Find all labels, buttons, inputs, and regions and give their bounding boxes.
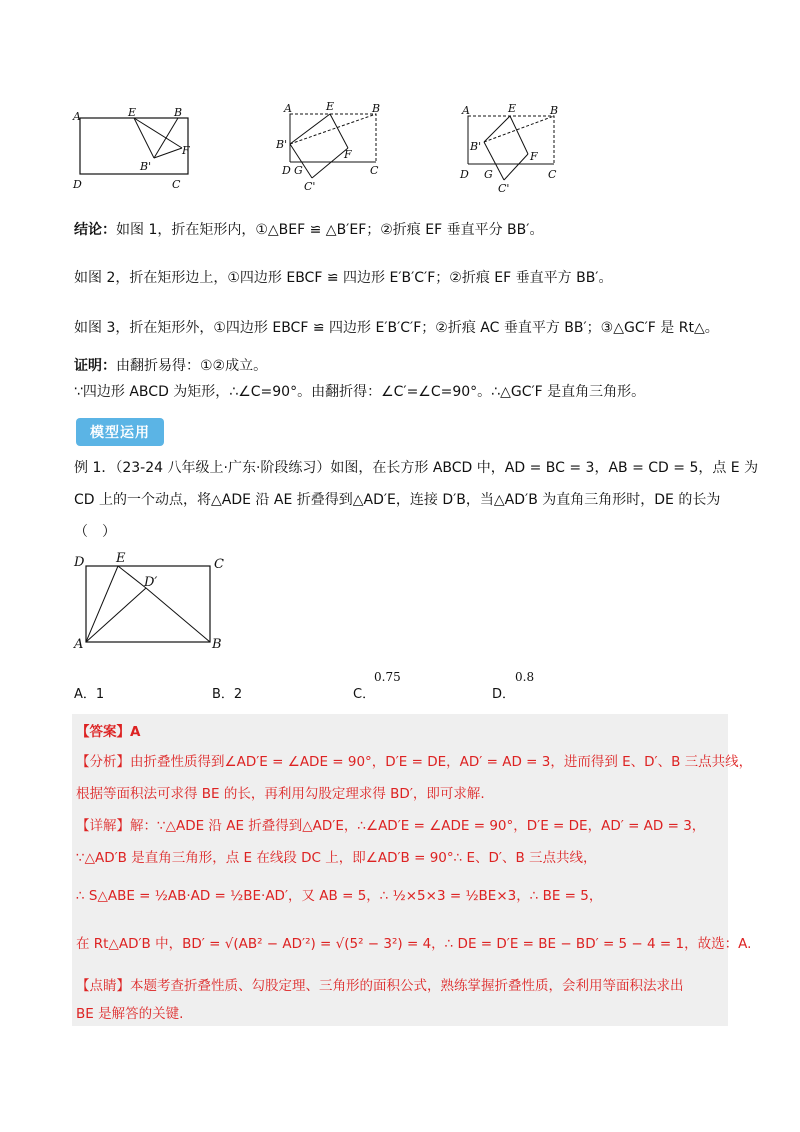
ex-label-e: E: [116, 551, 126, 566]
proof-label: 证明：: [74, 358, 116, 374]
fig2-label-c: C: [370, 164, 379, 177]
proof-line-2: ∵四边形 ABCD 为矩形，∴∠C=90°。由翻折得：∠C′=∠C=90°。∴△GC′F 是直角三角形。: [74, 384, 646, 400]
solution-analysis-1: 【分析】由折叠性质得到∠AD′E = ∠ADE = 90°，D′E = DE，AD′ = AD = 3，进而得到 E、D′、B 三点共线，: [76, 754, 753, 770]
example-figure: [70, 548, 240, 652]
conclusion-line-3: 如图 3，折在矩形外，①四边形 EBCF ≌ 四边形 E′B′C′F；②折痕 AC 垂直平方 BB′；③△GC′F 是 Rt△。: [74, 320, 719, 336]
fig2-label-f: F: [344, 148, 352, 161]
example-line-2: CD 上的一个动点，将△ADE 沿 AE 折叠得到△AD′E，连接 D′B，当△AD′B 为直角三角形时，DE 的长为: [74, 492, 721, 508]
conclusion-line-2: 如图 2，折在矩形边上，①四边形 EBCF ≌ 四边形 E′B′C′F；②折痕 EF 垂直平方 BB′。: [74, 270, 613, 286]
solution-comment-2: BE 是解答的关键.: [76, 1006, 184, 1022]
example-line-1: 例 1．（23-24 八年级上·广东·阶段练习）如图，在长方形 ABCD 中，AD = BC = 3，AB = CD = 5，点 E 为: [74, 460, 759, 476]
ex-label-c: C: [214, 557, 224, 572]
option-b[interactable]: B．2: [212, 687, 243, 702]
fig2-label-b: B: [372, 102, 381, 115]
fig2-label-cp: C': [304, 180, 316, 193]
figure-2: [276, 100, 388, 196]
fig3-label-g: G: [484, 168, 493, 181]
fig2-label-a: A: [284, 102, 292, 115]
fig3-label-b: B: [550, 104, 559, 117]
option-d[interactable]: D．: [492, 687, 516, 702]
ex-label-b: B: [212, 637, 222, 652]
option-d-value: 0.8: [515, 670, 535, 684]
fig1-label-bp: B': [140, 160, 152, 173]
ex-label-d: D: [74, 555, 85, 570]
fig3-label-f: F: [530, 150, 538, 163]
ex-label-dp: D′: [144, 575, 158, 590]
fig3-label-e: E: [508, 102, 517, 115]
fig2-label-bp: B': [276, 138, 288, 151]
fig1-label-f: F: [182, 144, 190, 157]
proof-line-1: [74, 356, 267, 376]
fig1-label-d: D: [73, 178, 82, 191]
fig3-label-d: D: [460, 168, 469, 181]
conclusion-label: 结论：: [74, 222, 116, 238]
fig1-label-a: A: [73, 110, 81, 123]
fig2-label-e: E: [326, 100, 335, 113]
fig3-label-bp: B': [470, 140, 482, 153]
figure-1: [70, 106, 200, 194]
option-c[interactable]: C．: [353, 687, 376, 702]
solution-comment-1: 【点睛】本题考查折叠性质、勾股定理、三角形的面积公式，熟练掌握折叠性质，会利用等面积法求出: [76, 978, 684, 994]
figure-3: [454, 100, 566, 196]
solution-detail-1: 【详解】解：∵△ADE 沿 AE 折叠得到△AD′E，∴∠AD′E = ∠ADE = 90°，D′E = DE，AD′ = AD = 3，: [76, 818, 706, 834]
fig3-label-c: C: [548, 168, 557, 181]
solution-answer: 【答案】A: [76, 724, 141, 740]
section-badge: 模型运用: [76, 418, 164, 446]
conclusion-text-1: 如图 1，折在矩形内，①△BEF ≌ △B′EF；②折痕 EF 垂直平分 BB′。: [116, 222, 544, 238]
conclusion-line-1: [74, 220, 543, 240]
option-a[interactable]: A．1: [74, 687, 105, 702]
fig2-label-d: D: [282, 164, 291, 177]
proof-text-1: 由翻折易得：①②成立。: [116, 358, 268, 374]
fig1-label-b: B: [174, 106, 183, 119]
example-line-3: （ ）: [74, 524, 116, 540]
fig1-label-c: C: [172, 178, 181, 191]
fig3-label-a: A: [462, 104, 470, 117]
fig3-label-cp: C': [498, 182, 510, 195]
solution-detail-2: ∵△AD′B 是直角三角形，点 E 在线段 DC 上，即∠AD′B = 90°∴ E、D′、B 三点共线，: [76, 850, 597, 866]
fig1-label-e: E: [128, 106, 137, 119]
solution-analysis-2: 根据等面积法可求得 BE 的长，再利用勾股定理求得 BD′，即可求解.: [76, 786, 485, 802]
option-c-value: 0.75: [374, 670, 401, 684]
solution-detail-4: 在 Rt△AD′B 中，BD′ = √(AB² − AD′²) = √(5² − 3²) = 4，∴ DE = D′E = BE − BD′ = 5 − 4 = 1，故选：A.: [76, 936, 752, 952]
fig2-label-g: G: [294, 164, 303, 177]
solution-detail-3: ∴ S△ABE = ½AB·AD = ½BE·AD′，又 AB = 5，∴ ½×5×3 = ½BE×3，∴ BE = 5，: [76, 888, 603, 904]
ex-label-a: A: [74, 637, 84, 652]
